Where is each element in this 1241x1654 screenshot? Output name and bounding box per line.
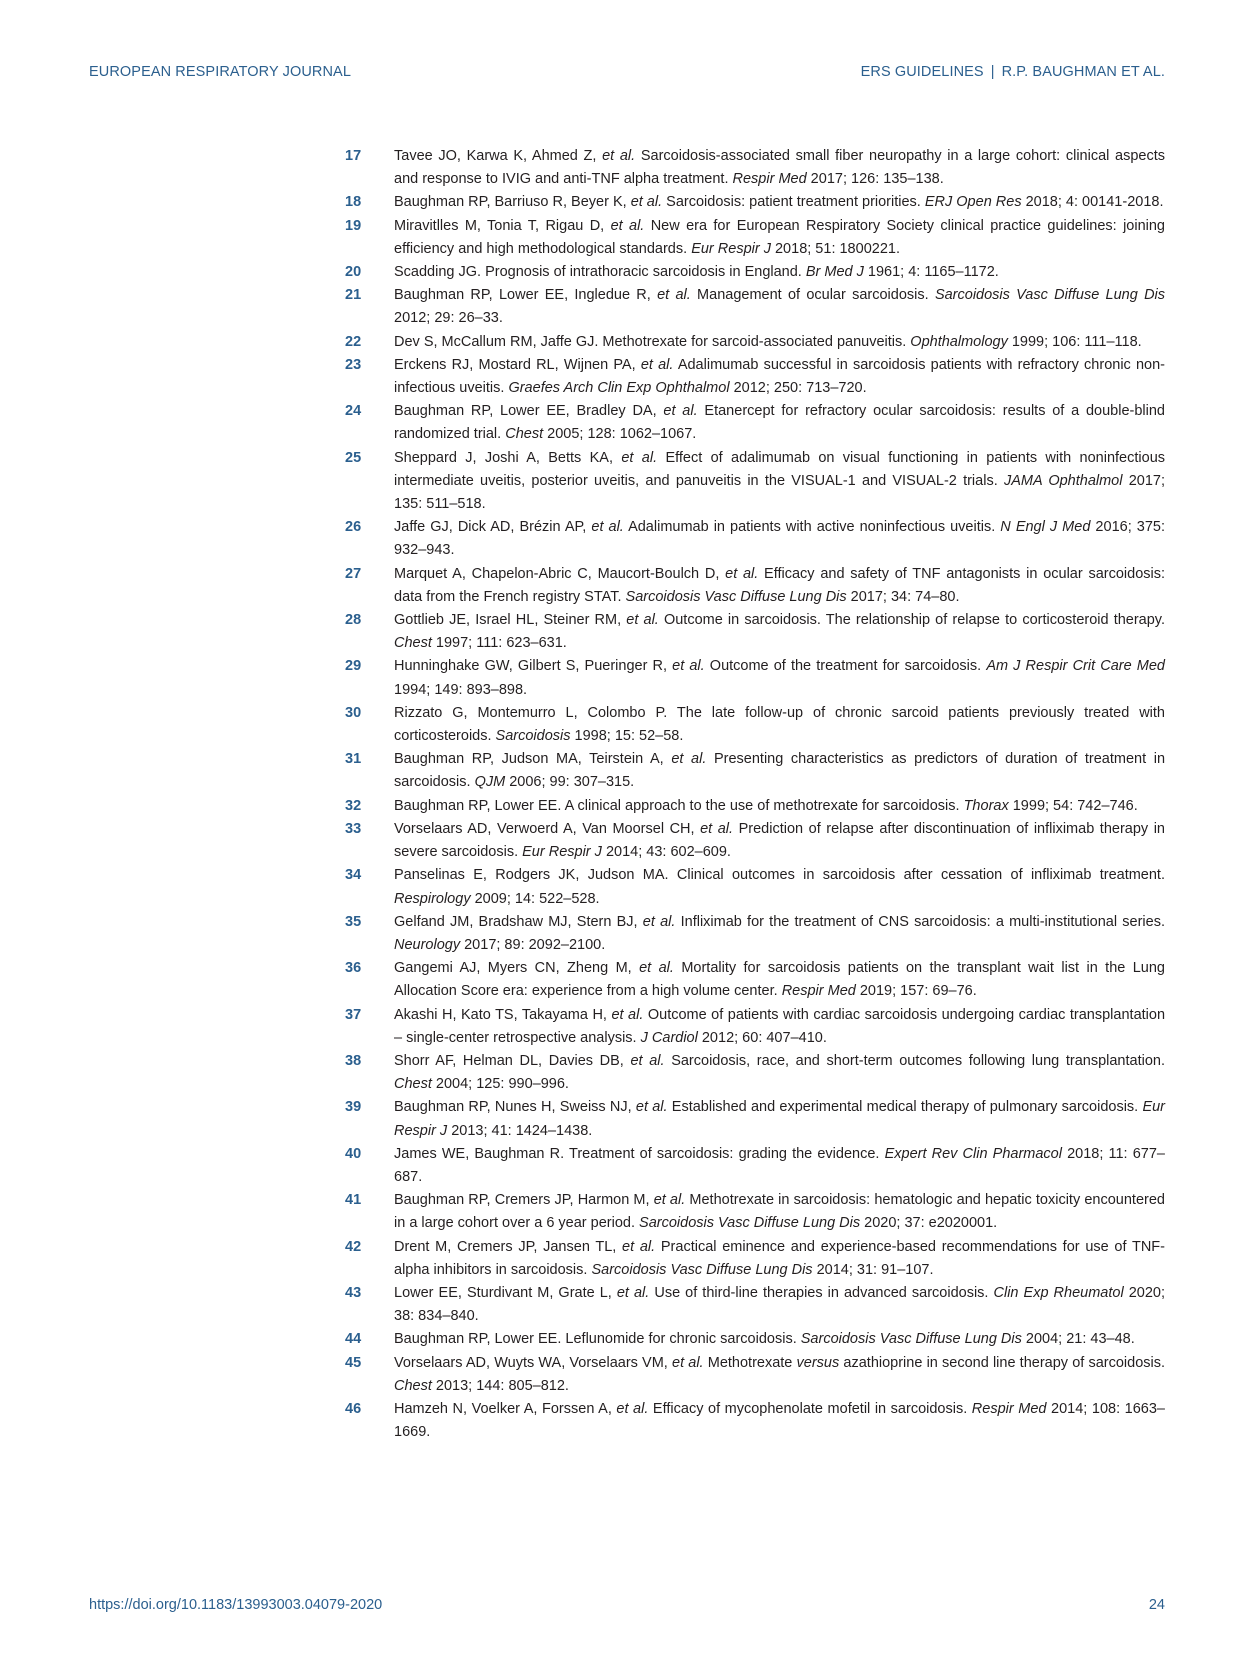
- journal-title: Eur Respir J: [394, 1099, 1166, 1139]
- citation-text: 2017; 135: 511–518.: [394, 472, 1165, 513]
- reference-item: [345, 354, 1165, 400]
- journal-title: Chest: [394, 1377, 432, 1394]
- reference-number: 24: [345, 403, 362, 420]
- reference-number: 34: [345, 867, 362, 884]
- citation-text: Vorselaars AD, Wuyts WA, Vorselaars VM,: [394, 1354, 672, 1371]
- citation-text: 1994; 149: 893–898.: [394, 681, 528, 698]
- reference-text: [394, 748, 1165, 794]
- citation-text: Established and experimental medical therapy of pulmonary sarcoidosis.: [667, 1099, 1143, 1116]
- italic-text: et al.: [635, 1099, 668, 1116]
- citation-text: Miravitlles M, Tonia T, Rigau D,: [394, 217, 611, 234]
- page-number: 24: [1148, 1597, 1165, 1613]
- journal-title: Sarcoidosis Vasc Diffuse Lung Dis: [800, 1331, 1022, 1348]
- citation-text: Vorselaars AD, Verwoerd A, Van Moorsel CH,: [394, 820, 701, 837]
- citation-text: Baughman RP, Barriuso R, Beyer K,: [394, 194, 631, 211]
- reference-text: [394, 1328, 1165, 1351]
- journal-title: Expert Rev Clin Pharmacol: [884, 1145, 1062, 1162]
- citation-text: Outcome of the treatment for sarcoidosis.: [704, 658, 987, 675]
- reference-number: 43: [345, 1284, 362, 1301]
- reference-number: 45: [345, 1354, 362, 1371]
- italic-text: et al.: [700, 820, 734, 837]
- journal-title: Sarcoidosis Vasc Diffuse Lung Dis: [639, 1215, 861, 1232]
- reference-text: [394, 795, 1165, 818]
- reference-item: [345, 261, 1165, 284]
- reference-item: [345, 191, 1165, 214]
- reference-item: [345, 1328, 1165, 1351]
- reference-number: 37: [345, 1006, 362, 1023]
- author-label: R.P. BAUGHMAN ET AL.: [1001, 64, 1165, 80]
- citation-text: Use of third-line therapies in advanced sarcoidosis.: [649, 1284, 994, 1301]
- citation-text: Lower EE, Sturdivant M, Grate L,: [394, 1284, 617, 1301]
- citation-text: 2014; 108: 1663–1669.: [394, 1400, 1165, 1441]
- journal-title: Graefes Arch Clin Exp Ophthalmol: [508, 380, 730, 397]
- citation-text: Baughman RP, Nunes H, Sweiss NJ,: [394, 1099, 636, 1116]
- citation-text: Gottlieb JE, Israel HL, Steiner RM,: [394, 612, 627, 629]
- citation-text: 2009; 14: 522–528.: [470, 890, 600, 907]
- italic-text: et al.: [591, 519, 624, 536]
- journal-title: JAMA Ophthalmol: [1003, 472, 1123, 489]
- journal-title: J Cardiol: [640, 1029, 698, 1046]
- reference-number: 46: [345, 1400, 362, 1417]
- journal-title: Sarcoidosis Vasc Diffuse Lung Dis: [591, 1261, 813, 1278]
- italic-text: et al.: [642, 913, 676, 930]
- citation-text: Adalimumab successful in sarcoidosis patients with refractory chronic non-infectious uveitis.: [394, 356, 1166, 397]
- reference-text: [394, 911, 1165, 957]
- citation-text: Dev S, McCallum RM, Jaffe GJ. Methotrexate for sarcoid-associated panuveitis.: [394, 333, 911, 350]
- reference-item: [345, 655, 1165, 701]
- citation-text: Baughman RP, Judson MA, Teirstein A,: [394, 751, 672, 768]
- reference-item: [345, 957, 1165, 1003]
- reference-text: [394, 1004, 1165, 1050]
- citation-text: Panselinas E, Rodgers JK, Judson MA. Clinical outcomes in sarcoidosis after cessation of infliximab treatment.: [394, 867, 1165, 884]
- citation-text: Jaffe GJ, Dick AD, Brézin AP,: [394, 519, 592, 536]
- reference-list: [345, 145, 1165, 1444]
- reference-item: [345, 609, 1165, 655]
- citation-text: Infliximab for the treatment of CNS sarcoidosis: a multi-institutional series.: [675, 913, 1165, 930]
- reference-number: 39: [345, 1099, 362, 1116]
- header-right: [861, 64, 1165, 80]
- running-header: [89, 64, 1165, 80]
- italic-text: et al.: [622, 1238, 656, 1255]
- citation-text: 2019; 157: 69–76.: [855, 983, 977, 1000]
- reference-number: 41: [345, 1192, 362, 1209]
- citation-text: 2016; 375: 932–943.: [394, 519, 1165, 559]
- journal-title: Chest: [394, 635, 432, 652]
- citation-text: 1999; 54: 742–746.: [1008, 797, 1138, 814]
- citation-text: 2004; 21: 43–48.: [1021, 1331, 1135, 1348]
- citation-text: 2018; 11: 677–687.: [394, 1145, 1165, 1185]
- reference-item: [345, 400, 1165, 446]
- journal-title: Respir Med: [732, 171, 807, 188]
- italic-text: et al.: [663, 403, 698, 420]
- reference-text: [394, 447, 1165, 517]
- reference-number: 31: [345, 751, 362, 768]
- italic-text: et al.: [616, 1284, 650, 1301]
- reference-number: 29: [345, 658, 362, 675]
- reference-item: [345, 563, 1165, 609]
- reference-text: [394, 145, 1165, 191]
- citation-text: 2017; 34: 74–80.: [846, 588, 960, 605]
- reference-text: [394, 1096, 1165, 1142]
- citation-text: 2017; 89: 2092–2100.: [460, 936, 606, 953]
- citation-text: azathioprine in second line therapy of sarcoidosis.: [839, 1354, 1166, 1371]
- journal-title: ERJ Open Res: [924, 194, 1022, 211]
- reference-text: [394, 1143, 1165, 1189]
- reference-number: 36: [345, 960, 362, 977]
- citation-text: Prediction of relapse after discontinuation of infliximab therapy in severe sarcoidosis.: [394, 820, 1165, 861]
- journal-title: Neurology: [394, 936, 461, 953]
- reference-number: 23: [345, 356, 362, 373]
- citation-text: Methotrexate: [703, 1354, 797, 1371]
- reference-number: 19: [345, 217, 362, 234]
- reference-item: [345, 911, 1165, 957]
- citation-text: Outcome in sarcoidosis. The relationship of relapse to corticosteroid therapy.: [658, 612, 1166, 629]
- citation-text: 1998; 15: 52–58.: [570, 728, 684, 745]
- italic-text: et al.: [653, 1192, 686, 1209]
- reference-number: 35: [345, 913, 362, 930]
- citation-text: Baughman RP, Lower EE, Bradley DA,: [394, 403, 664, 420]
- citation-text: 2005; 128: 1062–1067.: [543, 426, 697, 443]
- citation-text: 2013; 41: 1424–1438.: [447, 1122, 593, 1139]
- reference-text: [394, 1398, 1165, 1444]
- reference-number: 44: [345, 1331, 362, 1348]
- reference-item: [345, 748, 1165, 794]
- italic-text: et al.: [610, 217, 645, 234]
- reference-item: [345, 795, 1165, 818]
- reference-item: [345, 516, 1165, 562]
- citation-text: 2017; 126: 135–138.: [806, 171, 944, 188]
- reference-text: [394, 1050, 1165, 1096]
- reference-text: [394, 1282, 1165, 1328]
- reference-text: [394, 702, 1165, 748]
- citation-text: Sarcoidosis: patient treatment priorities.: [662, 194, 925, 211]
- citation-text: Mortality for sarcoidosis patients on the transplant wait list in the Lung Allocation Score era: experience from a high volume center.: [394, 960, 1165, 1000]
- citation-text: Gelfand JM, Bradshaw MJ, Stern BJ,: [394, 913, 643, 930]
- citation-text: 2018; 4: 00141-2018.: [1021, 194, 1164, 211]
- reference-item: [345, 1352, 1165, 1398]
- reference-text: [394, 1236, 1165, 1282]
- reference-number: 25: [345, 449, 362, 466]
- citation-text: 2012; 29: 26–33.: [394, 310, 503, 327]
- citation-text: Practical eminence and experience-based recommendations for use of TNF-alpha inhibitors in sarcoidosis.: [394, 1238, 1165, 1278]
- italic-text: et al.: [640, 356, 674, 373]
- citation-text: Gangemi AJ, Myers CN, Zheng M,: [394, 960, 640, 977]
- italic-text: et al.: [639, 960, 674, 977]
- citation-text: 2020; 38: 834–840.: [394, 1284, 1165, 1325]
- citation-text: 2014; 43: 602–609.: [601, 844, 731, 861]
- citation-text: Tavee JO, Karwa K, Ahmed Z,: [394, 148, 603, 164]
- citation-text: Hunninghake GW, Gilbert S, Pueringer R,: [394, 658, 673, 675]
- citation-text: James WE, Baughman R. Treatment of sarcoidosis: grading the evidence.: [394, 1145, 885, 1162]
- reference-number: 28: [345, 612, 362, 629]
- citation-text: 2012; 250: 713–720.: [729, 380, 867, 397]
- reference-text: [394, 191, 1165, 214]
- citation-text: 2013; 144: 805–812.: [431, 1377, 569, 1394]
- reference-text: [394, 609, 1165, 655]
- citation-text: Baughman RP, Cremers JP, Harmon M,: [394, 1192, 654, 1209]
- italic-text: et al.: [725, 565, 759, 582]
- citation-text: Shorr AF, Helman DL, Davies DB,: [394, 1052, 631, 1069]
- reference-number: 42: [345, 1238, 362, 1255]
- citation-text: New era for European Respiratory Society clinical practice guidelines: joining efficiency and high methodological standards.: [394, 217, 1165, 257]
- citation-text: Erckens RJ, Mostard RL, Wijnen PA,: [394, 356, 641, 373]
- italic-text: et al.: [611, 1006, 644, 1023]
- citation-text: 1961; 4: 1165–1172.: [863, 264, 999, 281]
- reference-text: [394, 563, 1165, 609]
- reference-number: 20: [345, 264, 362, 281]
- citation-text: Hamzeh N, Voelker A, Forssen A,: [394, 1400, 617, 1417]
- reference-text: [394, 864, 1165, 910]
- citation-text: Effect of adalimumab on visual functioning in patients with noninfectious intermediate uveitis, posterior uveitis, and panuveitis in the VISUAL-1 and VISUAL-2 trials.: [394, 449, 1166, 489]
- journal-title: Clin Exp Rheumatol: [993, 1284, 1124, 1301]
- citation-text: 2020; 37: e2020001.: [860, 1215, 998, 1232]
- citation-text: Efficacy of mycophenolate mofetil in sarcoidosis.: [648, 1400, 972, 1417]
- italic-text: versus: [796, 1354, 840, 1371]
- journal-title: Chest: [505, 426, 544, 443]
- header-separator: |: [990, 64, 995, 80]
- reference-number: 32: [345, 797, 362, 814]
- reference-item: [345, 1050, 1165, 1096]
- journal-title: Ophthalmology: [910, 333, 1008, 350]
- reference-text: [394, 331, 1165, 354]
- citation-text: Etanercept for refractory ocular sarcoidosis: results of a double-blind randomized trial.: [394, 403, 1165, 443]
- citation-text: Adalimumab in patients with active noninfectious uveitis.: [623, 519, 1001, 536]
- journal-title: N Engl J Med: [1000, 519, 1091, 536]
- citation-text: Baughman RP, Lower EE, Ingledue R,: [394, 287, 658, 304]
- journal-title: Thorax: [963, 797, 1009, 814]
- italic-text: et al.: [626, 612, 659, 629]
- reference-item: [345, 1236, 1165, 1282]
- citation-text: 2018; 51: 1800221.: [770, 240, 900, 257]
- reference-item: [345, 215, 1165, 261]
- reference-item: [345, 1282, 1165, 1328]
- reference-number: 27: [345, 565, 362, 582]
- citation-text: 2014; 31: 91–107.: [812, 1261, 934, 1278]
- italic-text: et al.: [630, 194, 663, 211]
- citation-text: Baughman RP, Lower EE. Leflunomide for chronic sarcoidosis.: [394, 1331, 801, 1348]
- journal-title: Am J Respir Crit Care Med: [986, 658, 1165, 675]
- reference-number: 33: [345, 820, 362, 837]
- italic-text: et al.: [621, 449, 658, 466]
- citation-text: Sarcoidosis, race, and short-term outcomes following lung transplantation.: [664, 1052, 1165, 1069]
- reference-number: 30: [345, 704, 362, 721]
- reference-item: [345, 702, 1165, 748]
- journal-name: EUROPEAN RESPIRATORY JOURNAL: [89, 64, 351, 80]
- journal-title: Sarcoidosis Vasc Diffuse Lung Dis: [934, 287, 1166, 304]
- citation-text: Management of ocular sarcoidosis.: [690, 287, 935, 304]
- citation-text: Akashi H, Kato TS, Takayama H,: [394, 1006, 612, 1023]
- reference-text: [394, 215, 1165, 261]
- reference-item: [345, 1004, 1165, 1050]
- italic-text: et al.: [672, 658, 705, 675]
- reference-item: [345, 331, 1165, 354]
- reference-item: [345, 818, 1165, 864]
- reference-number: 38: [345, 1052, 362, 1069]
- reference-item: [345, 447, 1165, 517]
- doi-link[interactable]: https://doi.org/10.1183/13993003.04079-2020: [89, 1597, 383, 1613]
- page-footer: [89, 1597, 1165, 1613]
- journal-title: Sarcoidosis: [495, 728, 571, 745]
- reference-number: 26: [345, 519, 362, 536]
- citation-text: 2006; 99: 307–315.: [505, 774, 635, 791]
- reference-text: [394, 354, 1165, 400]
- citation-text: Baughman RP, Lower EE. A clinical approach to the use of methotrexate for sarcoidosis.: [394, 797, 964, 814]
- citation-text: Sarcoidosis-associated small fiber neuropathy in a large cohort: clinical aspects and response to IVIG and anti-TNF alpha treatment.: [394, 148, 1166, 188]
- journal-title: Eur Respir J: [522, 844, 602, 861]
- reference-text: [394, 818, 1165, 864]
- journal-title: Chest: [394, 1076, 432, 1093]
- reference-item: [345, 864, 1165, 910]
- reference-item: [345, 1096, 1165, 1142]
- citation-text: Rizzato G, Montemurro L, Colombo P. The late follow-up of chronic sarcoid patients previously treated with corticosteroids.: [394, 704, 1165, 745]
- citation-text: 2012; 60: 407–410.: [697, 1029, 827, 1046]
- citation-text: Marquet A, Chapelon-Abric C, Maucort-Boulch D,: [394, 565, 726, 582]
- italic-text: et al.: [671, 751, 707, 768]
- reference-text: [394, 1189, 1165, 1235]
- reference-text: [394, 1352, 1165, 1398]
- journal-title: QJM: [474, 774, 506, 791]
- reference-text: [394, 655, 1165, 701]
- reference-number: 22: [345, 333, 362, 350]
- journal-title: Respirology: [394, 890, 471, 907]
- reference-text: [394, 261, 1165, 284]
- citation-text: 1997; 111: 623–631.: [431, 635, 567, 652]
- citation-text: Methotrexate in sarcoidosis: hematologic and hepatic toxicity encountered in a large cohort over a 6 year period.: [394, 1192, 1165, 1232]
- italic-text: et al.: [672, 1354, 704, 1371]
- reference-number: 40: [345, 1145, 362, 1162]
- reference-item: [345, 1398, 1165, 1444]
- citation-text: Scadding JG. Prognosis of intrathoracic sarcoidosis in England.: [394, 264, 806, 281]
- citation-text: 1999; 106: 111–118.: [1007, 333, 1142, 350]
- reference-number: 21: [345, 287, 362, 304]
- citation-text: Drent M, Cremers JP, Jansen TL,: [394, 1238, 623, 1255]
- italic-text: et al.: [602, 148, 636, 164]
- italic-text: et al.: [630, 1052, 665, 1069]
- journal-title: Respir Med: [971, 1400, 1047, 1417]
- reference-text: [394, 957, 1165, 1003]
- citation-text: Sheppard J, Joshi A, Betts KA,: [394, 449, 622, 466]
- journal-title: Eur Respir J: [691, 240, 771, 257]
- citation-text: 2004; 125: 990–996.: [431, 1076, 569, 1093]
- reference-text: [394, 516, 1165, 562]
- citation-text: Presenting characteristics as predictors of duration of treatment in sarcoidosis.: [394, 751, 1166, 791]
- journal-title: Br Med J: [805, 264, 864, 281]
- journal-title: Respir Med: [781, 983, 856, 1000]
- reference-text: [394, 400, 1165, 446]
- journal-title: Sarcoidosis Vasc Diffuse Lung Dis: [625, 588, 847, 605]
- italic-text: et al.: [616, 1400, 649, 1417]
- italic-text: et al.: [657, 287, 691, 304]
- citation-text: Outcome of patients with cardiac sarcoidosis undergoing cardiac transplantation – single-center retrospective analysis.: [394, 1006, 1166, 1046]
- reference-item: [345, 284, 1165, 330]
- citation-text: Efficacy and safety of TNF antagonists in ocular sarcoidosis: data from the French registry STAT.: [394, 565, 1166, 605]
- reference-item: [345, 1143, 1165, 1189]
- reference-item: [345, 1189, 1165, 1235]
- reference-number: 18: [345, 194, 362, 211]
- section-label: ERS GUIDELINES: [860, 64, 984, 80]
- reference-item: [345, 145, 1165, 191]
- reference-text: [394, 284, 1165, 330]
- reference-number: 17: [345, 148, 362, 164]
